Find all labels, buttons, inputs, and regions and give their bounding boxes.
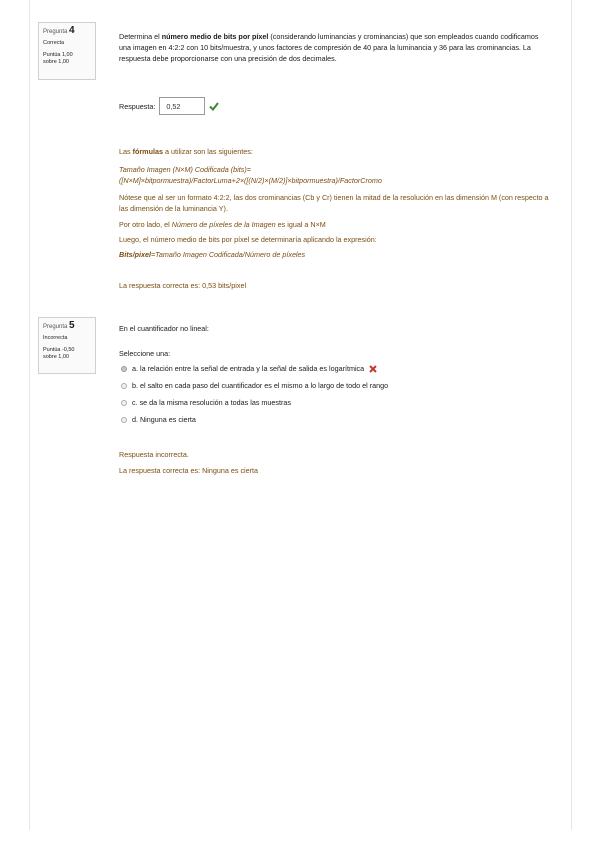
feedback-luego: Luego, el número medio de bits por píxel se determinaría aplicando la expresión: — [119, 235, 377, 244]
page-border-right — [571, 0, 572, 830]
question-number — [43, 26, 91, 37]
question-number-value: 5 — [69, 320, 75, 331]
answer-input[interactable]: 0,52 — [159, 97, 205, 115]
question-label: Pregunta — [43, 324, 68, 330]
grade-line-1: Puntúa -0,50 — [43, 347, 75, 353]
question-number-value: 4 — [69, 25, 75, 36]
question-text-5: En el cuantificador no lineal: — [119, 324, 209, 333]
option-a[interactable] — [121, 360, 388, 377]
question-label: Pregunta — [43, 29, 68, 35]
radio[interactable] — [121, 417, 127, 423]
grade-line-2: sobre 1,00 — [43, 59, 69, 65]
feedback-bits-formula: Bits/pixel=Tamaño Imagen Codificada/Número de píxeles — [119, 250, 306, 259]
radio-selected[interactable] — [121, 366, 127, 372]
option-label: a. la relación entre la señal de entrada y la señal de salida es logarítmica — [132, 364, 365, 373]
feedback-note: Nótese que al ser un formato 4:2:2, las dos crominancias (Cb y Cr) tienen la mitad de la resolución en las dimensión M (con respecto a las dimensión de la luminancia Y). — [119, 193, 549, 213]
question-state: Incorrecta — [43, 335, 68, 341]
answer-label: Respuesta: — [119, 101, 156, 111]
feedback-correct-answer: La respuesta correcta es: 0,53 bits/pixel — [119, 281, 247, 290]
page-border-left — [29, 0, 30, 830]
answer-options — [121, 360, 388, 428]
radio[interactable] — [121, 383, 127, 389]
question-info-5 — [38, 317, 96, 374]
feedback-other: Por otro lado, el Número de píxeles de la Imagen es igual a N×M — [119, 220, 326, 229]
cross-icon — [369, 365, 377, 373]
option-c[interactable] — [121, 394, 388, 411]
question-text-4: Determina el número medio de bits por píxel (considerando luminancias y crominancias) que son empleados cuando codificamos una imagen en 4:2:2 con 10 bits/muestra, y unos factores de compresión de 40 para la luminancia y 36 para las crominancias. La respuesta debe proporcionarse con una precisión de dos decimales. — [119, 32, 539, 63]
option-b[interactable] — [121, 377, 388, 394]
grade-line-1: Puntúa 1,00 — [43, 52, 73, 58]
option-d[interactable] — [121, 411, 388, 428]
check-icon — [209, 101, 219, 111]
feedback-intro: Las fórmulas a utilizar son las siguientes: — [119, 147, 253, 156]
answer-row — [119, 96, 219, 116]
option-label: b. el salto en cada paso del cuantificador es el mismo a lo largo de todo el rango — [132, 381, 389, 390]
radio[interactable] — [121, 400, 127, 406]
option-label: d. Ninguna es cierta — [132, 415, 196, 424]
feedback-formula: Tamaño Imagen (N×M) Codificada (bits)= ([N×M]×bitpormuestra)/FactorLuma+2×([(N/2)×(M/2)]×bitpormuestra)/FactorCromo — [119, 165, 382, 185]
question-number — [43, 321, 91, 332]
question-grade — [43, 347, 91, 361]
question-state: Correcta — [43, 40, 65, 46]
option-label: c. se da la misma resolución a todas las muestras — [132, 398, 291, 407]
feedback-incorrect: Respuesta incorrecta. — [119, 450, 189, 459]
feedback-correct-answer: La respuesta correcta es: Ninguna es cierta — [119, 466, 259, 475]
question-info-4 — [38, 22, 96, 80]
select-label: Seleccione una: — [119, 349, 171, 358]
grade-line-2: sobre 1,00 — [43, 354, 69, 360]
question-grade — [43, 52, 91, 66]
